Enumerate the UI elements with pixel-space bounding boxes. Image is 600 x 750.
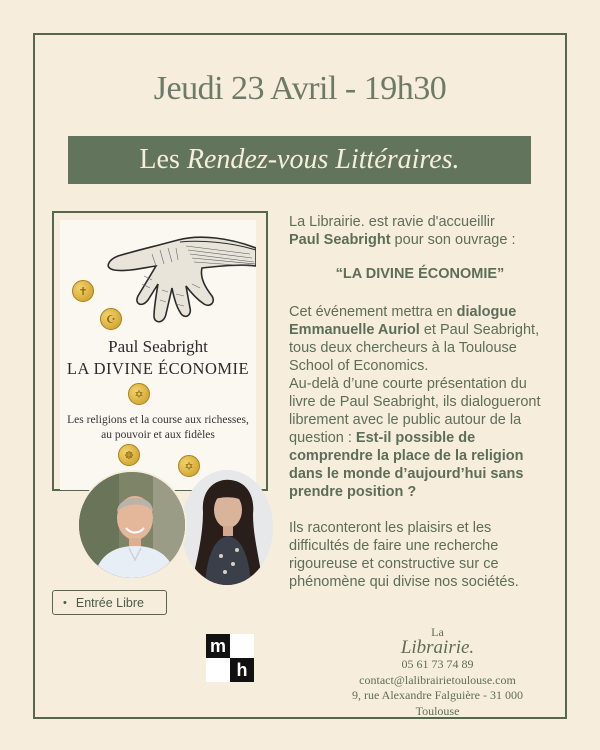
book-author: Paul Seabright — [108, 337, 208, 356]
featured-book-title: “LA DIVINE ÉCONOMIE” — [335, 266, 505, 282]
book-cover — [60, 220, 256, 490]
series-banner — [68, 136, 531, 184]
event-date: Jeudi 23 Avril - 19h30 — [153, 70, 447, 107]
mh-logo: m h — [206, 634, 254, 682]
coin-icon: ☸ — [118, 444, 140, 466]
bullet-icon: • — [63, 596, 67, 609]
bookstore-contact — [330, 626, 545, 719]
woman-portrait-icon — [181, 470, 273, 585]
event-description — [289, 213, 551, 591]
dialogue-paragraph: Cet événement mettra en dialogue Emmanuelle Auriol et Paul Seabright, tous deux chercheurs à la Toulouse School of Economics. Au-delà d’une courte présentation du livre de Paul Seabright, ils dialogueront librement avec le public autour de la question : Est-il possible de comprendre la place de la religion dans le monde d’aujourd’hui sans prendre position ? — [289, 304, 541, 500]
coin-icon: ✡ — [178, 455, 200, 477]
banner-prefix: Les — [139, 144, 180, 175]
bookstore-logo-name: Librairie. — [400, 637, 475, 658]
intro-paragraph: La Librairie. est ravie d'accueillir Paul Seabright pour son ouvrage : — [289, 214, 516, 248]
book-subtitle: Les religions et la course aux richesses, au pouvoir et aux fidèles — [67, 414, 249, 441]
free-entry-badge — [52, 590, 167, 615]
portrait-paul-seabright — [77, 470, 187, 580]
key-question: Est-il possible de comprendre la place de la religion dans le monde d’aujourd’hui sans prendre position ? — [289, 430, 524, 500]
portrait-emmanuelle-auriol — [181, 470, 273, 585]
free-entry-label: Entrée Libre — [75, 595, 144, 610]
coin-icon: ✡ — [128, 383, 150, 405]
guest-name: Paul Seabright — [289, 232, 391, 248]
hand-illustration-icon — [60, 220, 256, 335]
banner-series-name: Rendez-vous Littéraires. — [186, 144, 460, 175]
coin-icon: ✝ — [72, 280, 94, 302]
bookstore-logo-la: La — [431, 625, 444, 639]
phone-number: 05 61 73 74 89 — [401, 657, 474, 671]
coin-icon: ☪ — [100, 308, 122, 330]
closing-paragraph: Ils raconteront les plaisirs et les difficultés de faire une recherche rigoureuse et constructive sur ce phénomène qui divise nos sociétés. — [289, 520, 519, 590]
address: 9, rue Alexandre Falguière - 31 000 Toulouse — [352, 688, 523, 718]
man-portrait-icon — [79, 472, 187, 580]
book-title: LA DIVINE ÉCONOMIE — [66, 359, 250, 378]
email-link[interactable]: contact@lalibrairietoulouse.com — [359, 672, 516, 687]
